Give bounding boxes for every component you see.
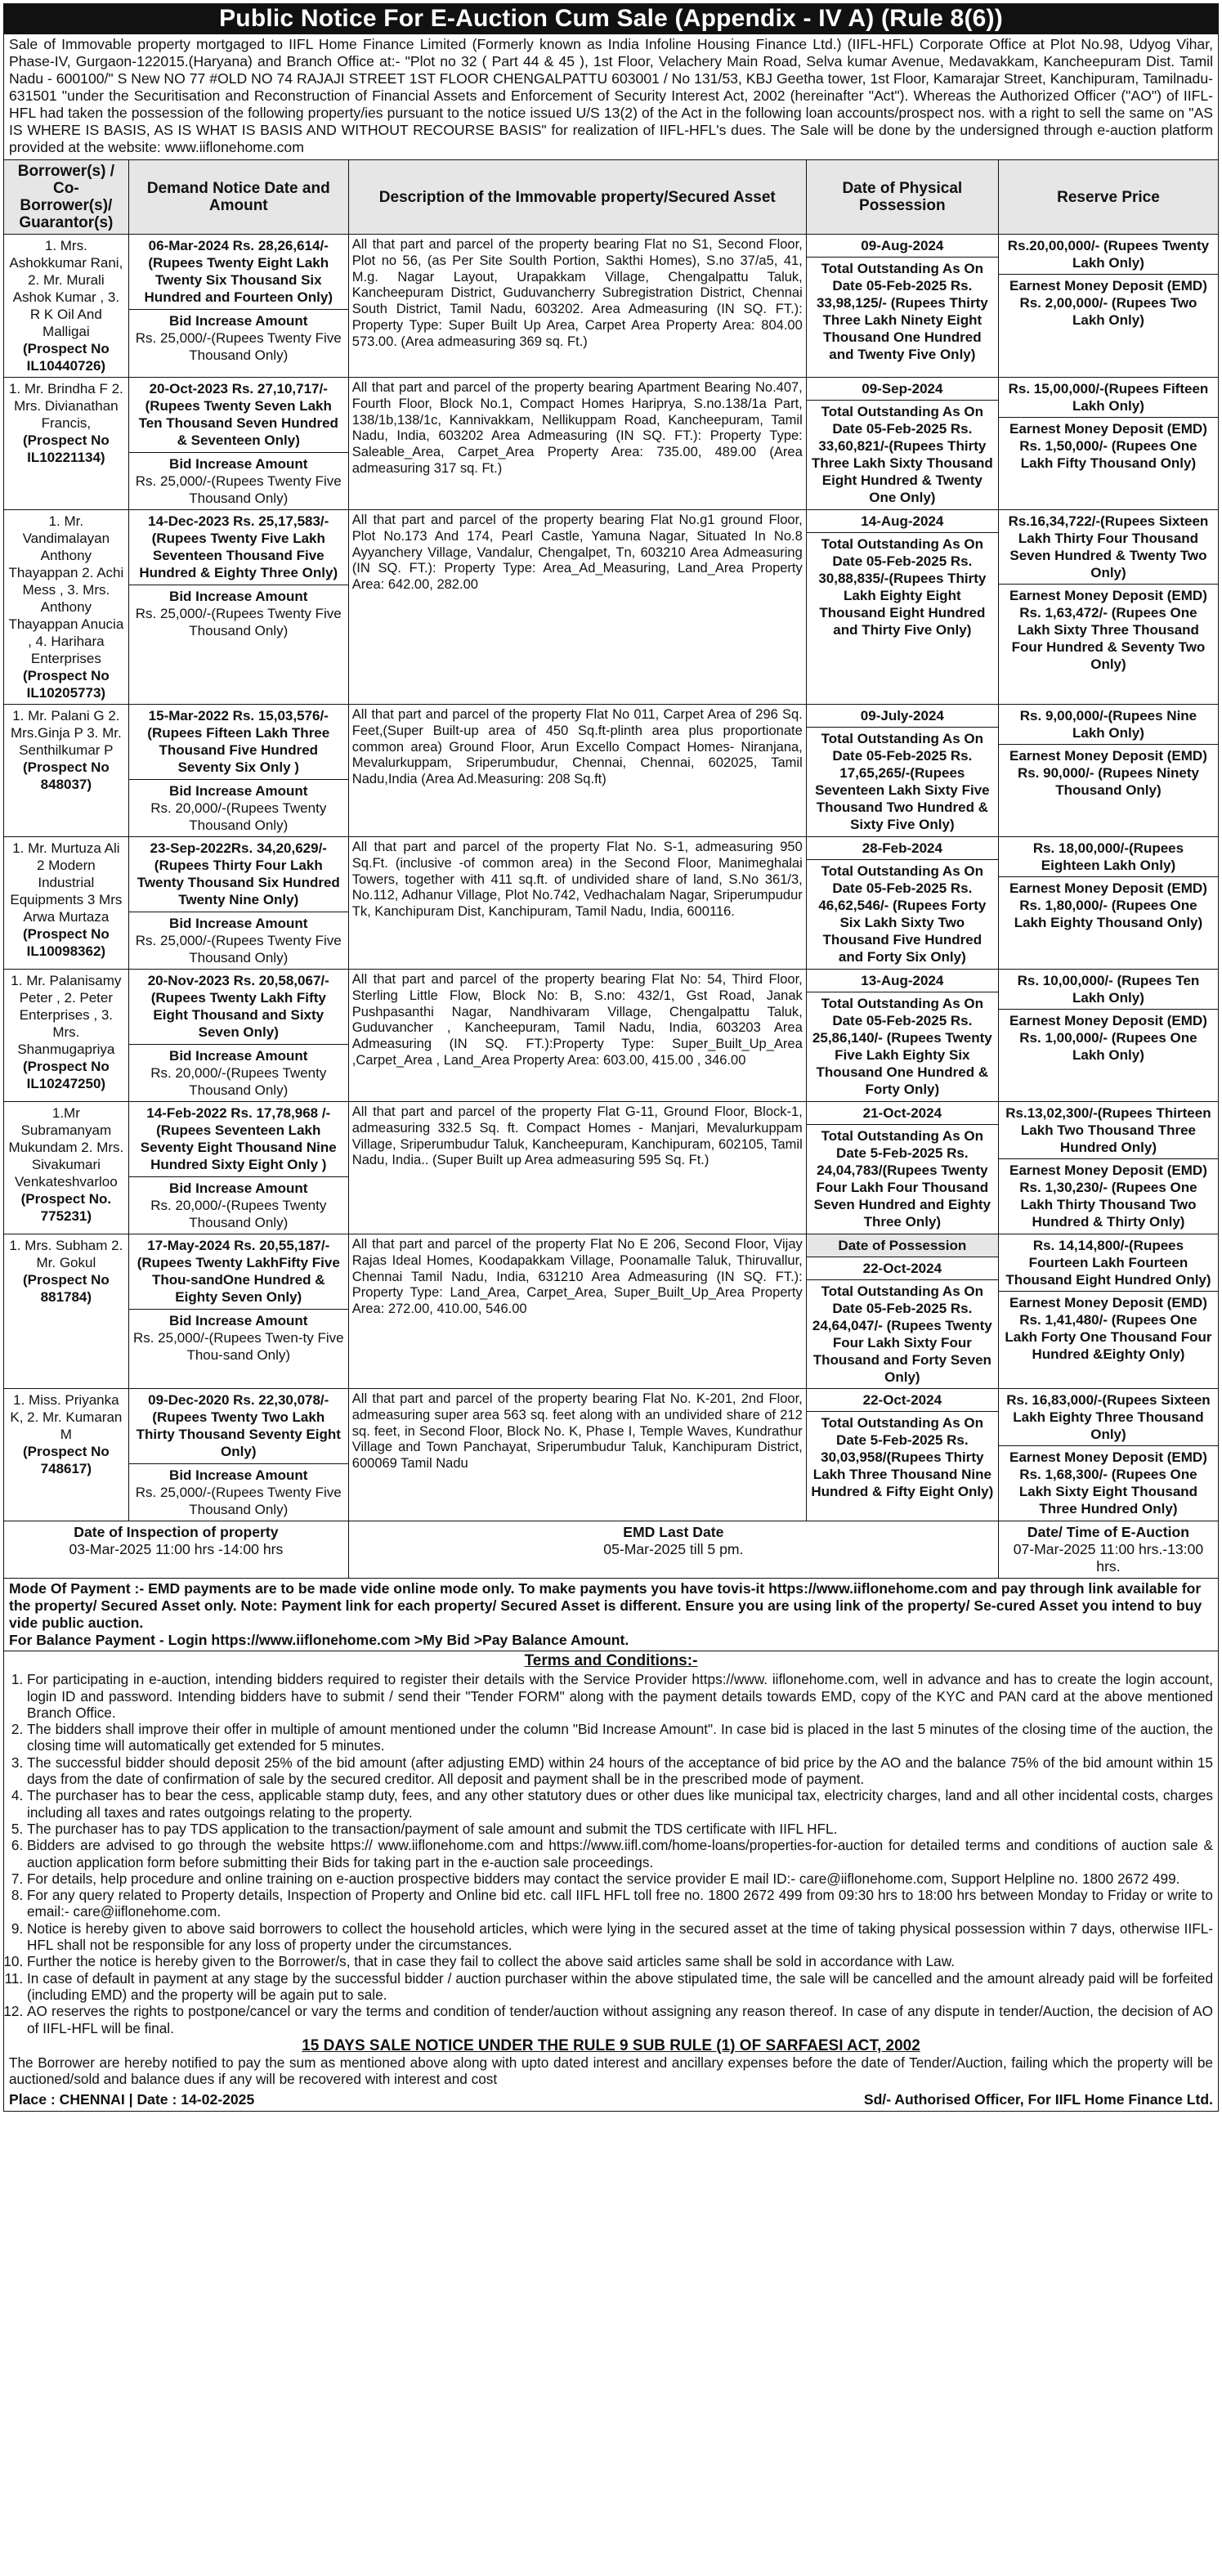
possession-date: 22-Oct-2024	[807, 1389, 998, 1412]
notice	[3, 3, 1219, 2112]
auction-date-label: Date/ Time of E-Auction	[1027, 1524, 1190, 1540]
signature: Sd/- Authorised Officer, For IIFL Home Finance Ltd.	[863, 2090, 1213, 2108]
property-description: All that part and parcel of the property bearing Flat No: 54, Third Floor, Sterling Little Flow, Block No: B, S.no: 432/1, Gst Road, Janak Pushpasanthi Nagar, Nandhivaram Village, Chengalpattu Taluk, Guduvancher , Kancheepuram, Tamil Nadu, India, 603203 Area Admeasuring (IN SQ. FT.):Property Type: Super_Built_Up_Area ,Carpet_Area , Land_Area Property Area: 603.00, 415.00 , 346.00	[348, 970, 806, 1102]
borrower-cell	[4, 837, 129, 970]
bid-increase-label: Bid Increase Amount	[169, 313, 308, 329]
borrower-names: 1. Mrs. Subham 2. Mr. Gokul	[9, 1238, 123, 1270]
terms-section	[3, 1651, 1219, 2112]
term-item: 3. The successful bidder should deposit 25% of the bid amount (after adjusting EMD) within 24 hours of the acceptance of bid price by the AO and the balance 75% of the bid amount within 15 days from the date of confirmation of sale by the secured creditor. All deposit and payment shall be in the prescribed mode of payment.	[27, 1754, 1213, 1788]
emd	[999, 877, 1218, 934]
emd-text: Earnest Money Deposit (EMD) Rs. 1,41,480/- (Rupees One Lakh Forty One Thousand Four Hundred &Eighty Only)	[1005, 1295, 1212, 1362]
demand-notice	[129, 705, 348, 780]
bid-increase	[129, 1045, 348, 1101]
prospect-number: (Prospect No. 775231)	[20, 1191, 112, 1224]
balance-payment-text: For Balance Payment - Login https://www.iiflonehome.com >My Bid >Pay Balance Amount.	[9, 1632, 629, 1648]
auction-dates-row	[4, 1521, 1219, 1579]
prospect-number: (Prospect No IL10098362)	[22, 926, 110, 959]
bid-increase-label: Bid Increase Amount	[169, 1048, 308, 1064]
terms-title: Terms and Conditions:-	[524, 1652, 698, 1669]
demand-notice	[129, 1102, 348, 1177]
reserve-price	[999, 510, 1218, 585]
total-outstanding	[807, 533, 998, 641]
reserve-price	[999, 378, 1218, 418]
total-outstanding-text: Total Outstanding As On Date 05-Feb-2025 Rs. 17,65,265/-(Rupees Seventeen Lakh Sixty Five Thousand Two Hundred & Sixty Five Only)	[815, 731, 990, 832]
total-outstanding	[807, 728, 998, 836]
reserve-price-text: Rs.20,00,000/- (Rupees Twenty Lakh Only)	[1007, 238, 1210, 271]
reserve-price	[999, 970, 1218, 1010]
reserve-price-text: Rs.13,02,300/-(Rupees Thirteen Lakh Two Thousand Three Hundred Only)	[1005, 1105, 1211, 1155]
emd-last-date-value: 05-Mar-2025 till 5 pm.	[603, 1541, 744, 1557]
emd-text: Earnest Money Deposit (EMD) Rs. 1,63,472/- (Rupees One Lakh Sixty Three Thousand Four Hundred & Seventy Two Only)	[1009, 588, 1207, 672]
reserve-cell	[998, 1234, 1218, 1389]
emd-text: Earnest Money Deposit (EMD) Rs. 90,000/- (Rupees Ninety Thousand Only)	[1009, 748, 1207, 798]
term-item: 7. For details, help procedure and online training on e-auction prospective bidders may contact the service provider E mail ID:- care@iiflonehome.com, Support Helpline no. 1800 2672 499.	[27, 1870, 1213, 1887]
table-header	[4, 160, 1219, 235]
total-outstanding	[807, 401, 998, 508]
demand-cell	[128, 1234, 348, 1389]
property-description: All that part and parcel of the property Flat No E 206, Second Floor, Vijay Rajas Ideal Homes, Koodapakkam Village, Poonamalle Taluk, Thiruvallur, Chennai Tamil Nadu, India, 631210 Area Admeasuring (IN SQ. FT.): Property Type: Land_Area, Carpet_Area, Super_Built_Up_Area Property Area: 272.00, 410.00, 546.00	[348, 1234, 806, 1389]
inspection-value: 03-Mar-2025 11:00 hrs -14:00 hrs	[69, 1541, 284, 1557]
borrower-names: 1. Mr. Palanisamy Peter , 2. Peter Enterprises , 3. Mrs. Shanmugapriya	[11, 973, 122, 1057]
borrower-names: 1. Mr. Brindha F 2. Mrs. Divianathan Francis,	[8, 381, 123, 431]
sale-notice-body: The Borrower are hereby notified to pay the sum as mentioned above along with upto dated interest and ancillary expenses before the date of Tender/Auction, failing which the property will be auctioned/sold and balance dues if any will be recovered with interest and cost	[9, 2054, 1213, 2088]
emd	[999, 1292, 1218, 1365]
property-description: All that part and parcel of the property bearing Flat no S1, Second Floor, Plot no 56, (as Per Site Soulth Portion, Sakthi Homes), S.no 37/a5, 41, M.g. Nagar Layout, Urapakkam Village, Chengalpattu Taluk, Kancheepuram District, Guduvancherry Subregistration District, Chennai South District, Tamil Nadu, 603202. Area Admeasuring (IN SQ. FT.): Property Type: Super Built Up Area, Carpet Area Property Area: 804.00 573.00. (Area admeasuring 369 sq. Ft.)	[348, 235, 806, 378]
prospect-number: (Prospect No IL10247250)	[22, 1059, 110, 1091]
total-outstanding	[807, 992, 998, 1100]
total-outstanding-text: Total Outstanding As On Date 05-Feb-2025 Rs. 30,88,835/-(Rupees Thirty Lakh Eighty Eight Thousand Eight Hundred and Thirty Five Only)	[818, 536, 987, 638]
prospect-number: (Prospect No 881784)	[22, 1272, 110, 1305]
emd	[999, 1010, 1218, 1066]
table-row	[4, 1234, 1219, 1389]
total-outstanding	[807, 1412, 998, 1503]
header-description: Description of the Immovable property/Secured Asset	[348, 160, 806, 235]
term-item: 12. AO reserves the rights to postpone/cancel or vary the terms and condition of tender/auction without assigning any reason thereof. In case of any dispute in tender/Auction, the decision of AO of IIFL-HFL will be final.	[27, 2003, 1213, 2036]
auction-date-cell	[998, 1521, 1218, 1579]
demand-notice	[129, 837, 348, 912]
possession-date: 09-Sep-2024	[807, 378, 998, 401]
property-description: All that part and parcel of the property bearing Flat No.g1 ground Floor, Plot No.173 And 174, Pearl Castle, Yamuna Nagar, Situated In No.8 Ayyanchery Village, Vandalur, Chengalpet, Tn, 603210 Area Admeasuring (IN SQ. FT.): Property Type: Area_Ad_Measuring, Land_Area Property Area: 642.00, 282.00	[348, 510, 806, 705]
demand-cell	[128, 1102, 348, 1234]
table-row	[4, 837, 1219, 970]
term-item: 2. The bidders shall improve their offer in multiple of amount mentioned under the column "Bid Increase Amount". In case bid is placed in the last 5 minutes of the closing time of the auction, the closing time will automatically get extended for 5 minutes.	[27, 1721, 1213, 1754]
auction-date-value: 07-Mar-2025 11:00 hrs.-13:00 hrs.	[1013, 1541, 1204, 1575]
reserve-cell	[998, 970, 1218, 1102]
demand-cell	[128, 1389, 348, 1521]
table-row	[4, 378, 1219, 510]
reserve-price-text: Rs. 16,83,000/-(Rupees Sixteen Lakh Eighty Three Thousand Only)	[1006, 1392, 1211, 1442]
demand-notice	[129, 970, 348, 1045]
reserve-price	[999, 837, 1218, 877]
total-outstanding-text: Total Outstanding As On Date 5-Feb-2025 Rs. 30,03,958/(Rupees Thirty Lakh Three Thousand Nine Hundred & Fifty Eight Only)	[811, 1415, 994, 1499]
borrower-cell	[4, 970, 129, 1102]
bid-increase-amount: Rs. 25,000/-(Rupees Twenty Five Thousand Only)	[135, 330, 342, 363]
demand-amount: 09-Dec-2020 Rs. 22,30,078/- (Rupees Twenty Two Lakh Thirty Thousand Seventy Eight Only)	[136, 1392, 341, 1459]
total-outstanding-text: Total Outstanding As On Date 05-Feb-2025 Rs. 33,98,125/- (Rupees Thirty Three Lakh Ninety Eight Thousand One Hundred and Twenty Five Only)	[816, 261, 988, 362]
emd	[999, 745, 1218, 801]
bid-increase-amount: Rs. 20,000/-(Rupees Twenty Thousand Only)	[150, 1198, 327, 1230]
emd-text: Earnest Money Deposit (EMD) Rs. 2,00,000/- (Rupees Two Lakh Only)	[1009, 278, 1207, 328]
reserve-cell	[998, 378, 1218, 510]
borrower-cell	[4, 1102, 129, 1234]
bid-increase-amount: Rs. 25,000/-(Rupees Twenty Five Thousand Only)	[135, 933, 342, 965]
emd-text: Earnest Money Deposit (EMD) Rs. 1,68,300/- (Rupees One Lakh Sixty Eight Thousand Three Hundred Only)	[1009, 1449, 1207, 1516]
reserve-price-text: Rs. 10,00,000/- (Rupees Ten Lakh Only)	[1017, 973, 1200, 1006]
bid-increase	[129, 1310, 348, 1366]
mode-of-payment	[3, 1579, 1219, 1651]
intro-paragraph: Sale of Immovable property mortgaged to IIFL Home Finance Limited (Formerly known as India Infoline Housing Finance Ltd.) (IIFL-HFL) Corporate Office at Plot No.98, Udyog Vihar, Phase-IV, Gurgaon-122015.(Haryana) and Branch Office at:- "Plot no 32 ( Part 44 & 45 ), 1st Floor, Velachery Main Road, Selva kumar Avenue, Medavakkam, Kancheepuram Dist. Tamil Nadu - 600100/" S New NO 77 #OLD NO 74 RAJAJI STREET 1ST FLOOR CHENGALPATTU 603001 / No 131/53, KBJ Geetha tower, 1st Floor, Kamarajar Street, Kanchipuram, Tamilnadu-631501 "under the Securitisation and Reconstruction of Financial Assets and Enforcement of Security Interest Act, 2002 (hereinafter "Act"). Whereas the Authorized Officer ("AO") of IIFL-HFL had taken the possession of the following property/ies pursuant to the notice issued U/S 13(2) of the Act in the following loan accounts/prospect nos. with a right to sell the same on "AS IS WHERE IS BASIS, AS IS WHAT IS BASIS AND WITHOUT RECOURSE BASIS" for realization of IIFL-HFL's dues. The Sale will be done by the undersigned through e-auction platform provided at the website: www.iiflonehome.com	[3, 34, 1219, 159]
bid-increase-amount: Rs. 20,000/-(Rupees Twenty Thousand Only)	[150, 1065, 327, 1098]
place-date: Place : CHENNAI | Date : 14-02-2025	[9, 2090, 255, 2108]
bid-increase-amount: Rs. 25,000/-(Rupees Twen-ty Five Thou-sand Only)	[132, 1330, 344, 1363]
reserve-price-text: Rs. 9,00,000/-(Rupees Nine Lakh Only)	[1019, 708, 1197, 741]
possession-header: Date of Possession	[807, 1234, 998, 1257]
possession-date: 09-Aug-2024	[807, 235, 998, 258]
demand-amount: 14-Feb-2022 Rs. 17,78,968 /- (Rupees Seventeen Lakh Seventy Eight Thousand Nine Hundred Sixty Eight Only )	[140, 1105, 337, 1172]
bid-increase	[129, 780, 348, 836]
notice-title: Public Notice For E-Auction Cum Sale (Appendix - IV A) (Rule 8(6))	[3, 3, 1219, 34]
emd	[999, 418, 1218, 474]
reserve-cell	[998, 235, 1218, 378]
bid-increase-label: Bid Increase Amount	[169, 589, 308, 604]
emd-text: Earnest Money Deposit (EMD) Rs. 1,50,000/- (Rupees One Lakh Fifty Thousand Only)	[1009, 421, 1207, 471]
emd	[999, 1446, 1218, 1520]
possession-date: 14-Aug-2024	[807, 510, 998, 533]
bid-increase	[129, 1177, 348, 1234]
reserve-price-text: Rs. 15,00,000/-(Rupees Fifteen Lakh Only)	[1008, 381, 1209, 414]
possession-cell	[806, 970, 998, 1102]
demand-amount: 06-Mar-2024 Rs. 28,26,614/- (Rupees Twenty Eight Lakh Twenty Six Thousand Six Hundred and Fourteen Only)	[144, 238, 333, 305]
emd-last-date-label: EMD Last Date	[623, 1524, 724, 1540]
prospect-number: (Prospect No IL10205773)	[22, 668, 110, 701]
inspection-label: Date of Inspection of property	[74, 1524, 279, 1540]
table-row	[4, 1389, 1219, 1521]
borrower-cell	[4, 1234, 129, 1389]
bid-increase-amount: Rs. 25,000/-(Rupees Twenty Five Thousand Only)	[135, 1485, 342, 1517]
borrower-names: 1. Miss. Priyanka K, 2. Mr. Kumaran M	[10, 1392, 123, 1442]
header-demand: Demand Notice Date and Amount	[128, 160, 348, 235]
total-outstanding-text: Total Outstanding As On Date 05-Feb-2025 Rs. 46,62,546/- (Rupees Forty Six Lakh Sixty Two Thousand Five Hundred and Forty Six Only)	[818, 863, 987, 965]
bid-increase	[129, 310, 348, 366]
borrower-cell	[4, 235, 129, 378]
demand-cell	[128, 837, 348, 970]
total-outstanding-text: Total Outstanding As On Date 05-Feb-2025 Rs. 25,86,140/- (Rupees Twenty Five Lakh Eighty Six Thousand One Hundred & Forty Only)	[812, 996, 992, 1097]
borrower-cell	[4, 705, 129, 837]
demand-amount: 17-May-2024 Rs. 20,55,187/- (Rupees Twenty LakhFifty Five Thou-sandOne Hundred & Eighty Seven Only)	[137, 1238, 340, 1305]
possession-cell	[806, 705, 998, 837]
header-reserve: Reserve Price	[998, 160, 1218, 235]
property-description: All that part and parcel of the property Flat No 011, Carpet Area of 296 Sq. Feet,(Super Built-up area of 450 Sq.ft-plinth area plus proportionate common area) Ground Floor, Arun Excello Compact Homes- Niranjana, Mevalurkuppam, Sriperumbudur, Chennai, Chennai, 602025, Tamil Nadu,India (Area Ad.Measuring: 208 Sq.ft)	[348, 705, 806, 837]
bid-increase-label: Bid Increase Amount	[169, 783, 308, 799]
term-item: 1. For participating in e-auction, intending bidders required to register their details with the Service Provider https://www. iiflonehome.com, well in advance and has to create the login account, login ID and password. Intending bidders have to submit / send their "Tender FORM" along with the payment details towards EMD, copy of the KYC and PAN card at the above mentioned Branch Office.	[27, 1671, 1213, 1721]
total-outstanding-text: Total Outstanding As On Date 5-Feb-2025 Rs. 24,04,783/(Rupees Twenty Four Lakh Four Thousand Seven Hundred and Eighty Three Only)	[813, 1128, 991, 1230]
property-description: All that part and parcel of the property bearing Flat No. K-201, 2nd Floor, admeasuring super area 563 sq. feet along with an undivided share of 212 sq. feet, in Second Floor, Block No. K, Phase I, Temple Waves, Kundrathur Village and Town Panchayat, Sriperumbudur Taluk, Kanchipuram District, 600069 Tamil Nadu	[348, 1389, 806, 1521]
demand-amount: 23-Sep-2022Rs. 34,20,629/- (Rupees Thirty Four Lakh Twenty Thousand Six Hundred Twenty Nine Only)	[137, 840, 340, 907]
term-item: 9. Notice is hereby given to above said borrowers to collect the household articles, which were lying in the secured asset at the time of taking physical possession within 7 days, otherwise IIFL-HFL shall not be responsible for any loss of property under the circumstances.	[27, 1920, 1213, 1954]
borrower-cell	[4, 378, 129, 510]
borrower-names: 1. Mr. Palani G 2. Mrs.Ginja P 3. Mr. Senthilkumar P	[11, 708, 122, 758]
borrower-cell	[4, 1389, 129, 1521]
borrower-names: 1. Mr. Vandimalayan Anthony Thayappan 2. Achi Mess , 3. Mrs. Anthony Thayappan Anucia , 4. Harihara Enterprises	[8, 513, 124, 666]
possession-cell	[806, 510, 998, 705]
demand-notice	[129, 1389, 348, 1464]
possession-cell	[806, 235, 998, 378]
bid-increase-label: Bid Increase Amount	[169, 456, 308, 472]
reserve-cell	[998, 837, 1218, 970]
header-borrower: Borrower(s) / Co-Borrower(s)/ Guarantor(s)	[4, 160, 129, 235]
demand-cell	[128, 235, 348, 378]
emd-last-date-cell	[348, 1521, 998, 1579]
bid-increase	[129, 912, 348, 969]
reserve-price	[999, 1389, 1218, 1446]
term-item: 5. The purchaser has to pay TDS application to the transaction/payment of sale amount and submit the TDS certificate with IIFL HFL.	[27, 1821, 1213, 1837]
bid-increase-label: Bid Increase Amount	[169, 1180, 308, 1196]
sale-notice-title: 15 DAYS SALE NOTICE UNDER THE RULE 9 SUB RULE (1) OF SARFAESI ACT, 2002	[302, 2036, 920, 2054]
term-item: 8. For any query related to Property details, Inspection of Property and Online bid etc. call IIFL HFL toll free no. 1800 2672 499 from 09:30 hrs to 18:00 hrs between Monday to Friday or write to email:- care@iiflonehome.com.	[27, 1887, 1213, 1920]
reserve-price	[999, 1234, 1218, 1292]
borrower-names: 1.Mr Subramanyam Mukundam 2. Mrs. Sivakumari Venkateshvarloo	[8, 1105, 124, 1189]
demand-amount: 14-Dec-2023 Rs. 25,17,583/- (Rupees Twenty Five Lakh Seventeen Thousand Five Hundred & Eighty Three Only)	[139, 513, 338, 580]
term-item: 10. Further the notice is hereby given to the Borrower/s, that in case they fail to collect the above said articles same shall be sold in accordance with Law.	[27, 1953, 1213, 1969]
demand-cell	[128, 510, 348, 705]
demand-notice	[129, 510, 348, 585]
emd-text: Earnest Money Deposit (EMD) Rs. 1,00,000/- (Rupees One Lakh Only)	[1009, 1013, 1207, 1063]
bid-increase-label: Bid Increase Amount	[169, 1467, 308, 1483]
bid-increase	[129, 585, 348, 642]
reserve-cell	[998, 510, 1218, 705]
table-row	[4, 235, 1219, 378]
reserve-price-text: Rs. 14,14,800/-(Rupees Fourteen Lakh Fourteen Thousand Eight Hundred Only)	[1005, 1238, 1211, 1288]
table-row	[4, 510, 1219, 705]
reserve-price	[999, 1102, 1218, 1159]
bid-increase	[129, 453, 348, 509]
reserve-cell	[998, 1389, 1218, 1521]
total-outstanding-text: Total Outstanding As On Date 05-Feb-2025 Rs. 24,64,047/- (Rupees Twenty Four Lakh Sixty Four Thousand and Forty Seven Only)	[812, 1284, 992, 1385]
bid-increase	[129, 1464, 348, 1521]
possession-cell	[806, 1389, 998, 1521]
total-outstanding	[807, 1280, 998, 1388]
bid-increase-label: Bid Increase Amount	[169, 916, 308, 931]
demand-notice	[129, 378, 348, 453]
possession-date: 09-July-2024	[807, 705, 998, 728]
prospect-number: (Prospect No 848037)	[22, 759, 110, 792]
prospect-number: (Prospect No 748617)	[22, 1444, 110, 1476]
possession-cell	[806, 1102, 998, 1234]
possession-date: 28-Feb-2024	[807, 837, 998, 860]
borrower-names: 1. Mr. Murtuza Ali 2 Modern Industrial Equipments 3 Mrs Arwa Murtaza	[10, 840, 123, 925]
reserve-cell	[998, 705, 1218, 837]
header-possession: Date of Physical Possession	[806, 160, 998, 235]
inspection-cell	[4, 1521, 349, 1579]
reserve-price	[999, 235, 1218, 275]
terms-list	[9, 1671, 1213, 2036]
demand-cell	[128, 705, 348, 837]
emd	[999, 275, 1218, 331]
emd-text: Earnest Money Deposit (EMD) Rs. 1,30,230/- (Rupees One Lakh Thirty Thousand Two Hundred & Thirty Only)	[1009, 1163, 1207, 1230]
demand-amount: 20-Nov-2023 Rs. 20,58,067/- (Rupees Twenty Lakh Fifty Eight Thousand and Sixty Seven Only)	[147, 973, 329, 1040]
bid-increase-amount: Rs. 20,000/-(Rupees Twenty Thousand Only)	[150, 800, 327, 833]
bid-increase-label: Bid Increase Amount	[169, 1313, 308, 1328]
possession-cell	[806, 378, 998, 510]
possession-date: 13-Aug-2024	[807, 970, 998, 992]
reserve-price-text: Rs.16,34,722/-(Rupees Sixteen Lakh Thirty Four Thousand Seven Hundred & Twenty Two Only)	[1008, 513, 1209, 580]
table-row	[4, 970, 1219, 1102]
demand-cell	[128, 970, 348, 1102]
total-outstanding	[807, 258, 998, 365]
property-description: All that part and parcel of the property Flat No. S-1, admeasuring 950 Sq.Ft. (inclusive -of common area) in the Second Floor, Manimeghalai Towers, together with 411 sq.ft. of undivided share of land, S.No 361/3, No.112, Adhanur Village, Plot No.742, Vedhachalam Nagar, Sriperumpudur Tk, Kanchipuram Dist, Kanchipuram, Tamil Nadu, India, 600116.	[348, 837, 806, 970]
demand-amount: 15-Mar-2022 Rs. 15,03,576/- (Rupees Fifteen Lakh Three Thousand Five Hundred Seventy Six Only )	[147, 708, 330, 775]
reserve-price-text: Rs. 18,00,000/-(Rupees Eighteen Lakh Only)	[1032, 840, 1184, 873]
total-outstanding-text: Total Outstanding As On Date 05-Feb-2025 Rs. 33,60,821/-(Rupees Thirty Three Lakh Sixty Thousand Eight Hundred & Twenty One Only)	[811, 404, 993, 505]
reserve-price	[999, 705, 1218, 745]
bid-increase-amount: Rs. 25,000/-(Rupees Twenty Five Thousand Only)	[135, 473, 342, 506]
reserve-cell	[998, 1102, 1218, 1234]
possession-cell	[806, 1234, 998, 1389]
prospect-number: (Prospect No IL10221134)	[22, 432, 110, 465]
emd-text: Earnest Money Deposit (EMD) Rs. 1,80,000/- (Rupees One Lakh Eighty Thousand Only)	[1009, 880, 1207, 930]
emd	[999, 1159, 1218, 1233]
borrower-cell	[4, 510, 129, 705]
table-row	[4, 1102, 1219, 1234]
demand-cell	[128, 378, 348, 510]
possession-cell	[806, 837, 998, 970]
prospect-number: (Prospect No IL10440726)	[22, 341, 110, 374]
possession-date: 21-Oct-2024	[807, 1102, 998, 1125]
term-item: 6. Bidders are advised to go through the website https:// www.iiflonehome.com and https://www.iifl.com/home-loans/properties-for-auction for detailed terms and conditions of auction sale & auction application form before submitting their Bids for taking part in the e-auction sale proceedings.	[27, 1837, 1213, 1870]
total-outstanding	[807, 860, 998, 968]
borrower-names: 1. Mrs. Ashokkumar Rani, 2. Mr. Murali Ashok Kumar , 3. R K Oil And Malligai	[9, 238, 123, 339]
term-item: 11. In case of default in payment at any stage by the successful bidder / auction purchaser within the above stipulated time, the sale will be cancelled and the amount already paid will be forfeited (including EMD) and the property will be again put to sale.	[27, 1970, 1213, 2004]
property-description: All that part and parcel of the property Flat G-11, Ground Floor, Block-1, admeasuring 332.5 Sq. ft. Compact Homes - Manjari, Mevalurkuppam Village, Sriperumbudur Taluk, Kancheepuram, Kanchipuram, 602105, Tamil Nadu, India.. (Super Built up Area admeasuring 595 Sq. Ft.)	[348, 1102, 806, 1234]
demand-notice	[129, 1234, 348, 1310]
signature-row	[9, 2091, 1213, 2108]
possession-date: 22-Oct-2024	[807, 1257, 998, 1280]
demand-notice	[129, 235, 348, 310]
total-outstanding	[807, 1125, 998, 1233]
property-description: All that part and parcel of the property bearing Apartment Bearing No.407, Fourth Floor, Block No.1, Compact Homes Hariprya, S.no.138/1a Part, 138/1b,138/1c, Kannivakkam, Nellikuppam Road, Kancheepuram, Tamil Nadu, India, 603202 Area Admeasuring (IN SQ. FT.): Property Type: Saleable_Area, Carpet_Area Property Area: 735.00, 489.00 (Area admeasuring 317 sq. Ft.)	[348, 378, 806, 510]
auction-table	[3, 159, 1219, 1579]
bid-increase-amount: Rs. 25,000/-(Rupees Twenty Five Thousand Only)	[135, 606, 342, 638]
table-row	[4, 705, 1219, 837]
emd	[999, 585, 1218, 675]
term-item: 4. The purchaser has to bear the cess, applicable stamp duty, fees, and any other statutory dues or other dues like municipal tax, electricity charges, land and all other incidental costs, charges including all taxes and rates outgoings relating to the property.	[27, 1787, 1213, 1821]
demand-amount: 20-Oct-2023 Rs. 27,10,717/- (Rupees Twenty Seven Lakh Ten Thousand Seven Hundred & Seventeen Only)	[138, 381, 338, 448]
mode-of-payment-text: Mode Of Payment :- EMD payments are to be made vide online mode only. To make payments you have tovis-it https://www.iiflonehome.com and pay through link available for the property/ Secured Asset only. Note: Payment link for each property/ Secured Asset is different. Ensure you are using link of the property/ Se-cured Asset you intend to buy vide public auction.	[9, 1580, 1202, 1631]
